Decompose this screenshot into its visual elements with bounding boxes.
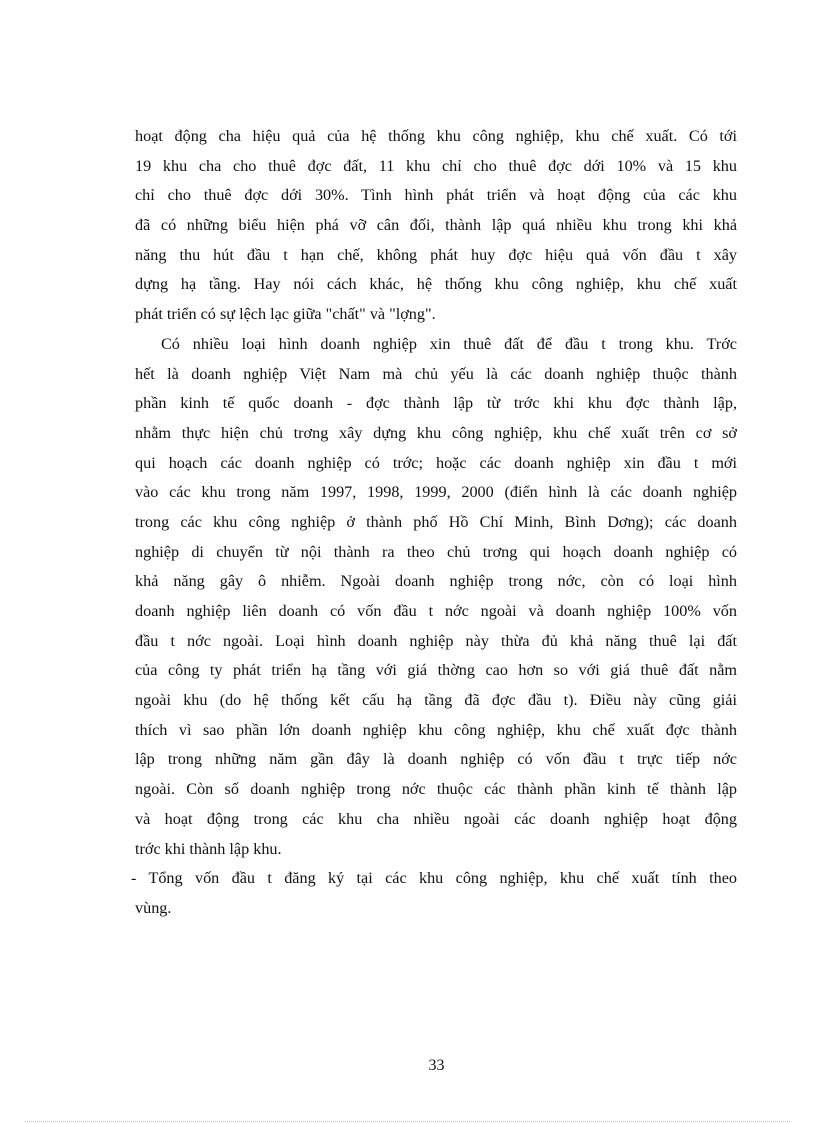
text-line: hết là doanh nghiệp Việt Nam mà chủ yếu là các doanh nghiệp thuộc thành <box>135 364 737 383</box>
text-line: đã có những biểu hiện phá vỡ cân đối, thành lập quá nhiều khu trong khi khả <box>135 216 737 235</box>
text-line: của công ty phát triển hạ tầng với giá thờng cao hơn so với giá thuê đất nằm <box>135 661 737 680</box>
text-line: vào các khu trong năm 1997, 1998, 1999, 2000 (điển hình là các doanh nghiệp <box>135 483 737 502</box>
text-line: ngoài khu (do hệ thống kết cấu hạ tầng đã đợc đầu t). Điều này cũng giải <box>135 691 737 710</box>
text-line: phát triển có sự lệch lạc giữa "chất" và "lợng". <box>135 305 436 324</box>
paragraph-continuation <box>135 122 737 330</box>
text-line: đầu t nớc ngoài. Loại hình doanh nghiệp này thừa đủ khả năng thuê lại đất <box>135 631 737 650</box>
paragraph-enterprise-types <box>135 330 737 864</box>
text-line: nhằm thực hiện chủ trơng xây dựng khu công nghiệp, khu chế xuất trên cơ sở <box>135 423 737 442</box>
text-line: - Tổng vốn đầu t đăng ký tại các khu công nghiệp, khu chế xuất tính theo <box>131 869 737 888</box>
text-line: khả năng gây ô nhiễm. Ngoài doanh nghiệp trong nớc, còn có loại hình <box>135 572 737 591</box>
text-line: thích vì sao phần lớn doanh nghiệp khu công nghiệp, khu chế xuất đợc thành <box>135 720 737 739</box>
text-line: nghiệp di chuyển từ nội thành ra theo chủ trơng qui hoạch doanh nghiệp có <box>135 542 737 561</box>
text-line: ngoài. Còn số doanh nghiệp trong nớc thuộc các thành phần kinh tế thành lập <box>135 780 737 799</box>
body-text <box>131 122 737 924</box>
text-line: Có nhiều loại hình doanh nghiệp xin thuê đất để đầu t trong khu. Trớc <box>161 334 737 353</box>
page-bottom-dotted-rule <box>25 1121 790 1122</box>
text-line: trớc khi thành lập khu. <box>135 839 282 858</box>
text-line: hoạt động cha hiệu quả của hệ thống khu công nghiệp, khu chế xuất. Có tới <box>135 127 737 145</box>
text-line: doanh nghiệp liên doanh có vốn đầu t nớc ngoài và doanh nghiệp 100% vốn <box>135 602 737 620</box>
text-line: chỉ cho thuê đợc dới 30%. Tình hình phát triển và hoạt động của các khu <box>135 186 737 205</box>
page-number: 33 <box>428 1057 445 1074</box>
text-line: năng thu hút đầu t hạn chế, không phát huy đợc hiệu quả vốn đầu t xây <box>135 245 737 264</box>
text-line: trong các khu công nghiệp ở thành phố Hồ Chí Minh, Bình Dơng); các doanh <box>135 512 737 531</box>
text-line: qui hoạch các doanh nghiệp có trớc; hoặc các doanh nghiệp xin đầu t mới <box>135 453 737 472</box>
text-line: lập trong những năm gần đây là doanh nghiệp có vốn đầu t trực tiếp nớc <box>135 750 737 769</box>
text-line: và hoạt động trong các khu cha nhiều ngoài các doanh nghiệp hoạt động <box>135 809 737 828</box>
text-line: phần kinh tế quốc doanh - đợc thành lập từ trớc khi khu đợc thành lập, <box>135 394 737 413</box>
text-line: vùng. <box>135 898 172 917</box>
text-line: dựng hạ tầng. Hay nói cách khác, hệ thống khu công nghiệp, khu chế xuất <box>135 275 737 294</box>
bullet-item-total-investment <box>131 864 737 923</box>
text-line: 19 khu cha cho thuê đợc đất, 11 khu chỉ cho thuê đợc dới 10% và 15 khu <box>135 156 737 175</box>
